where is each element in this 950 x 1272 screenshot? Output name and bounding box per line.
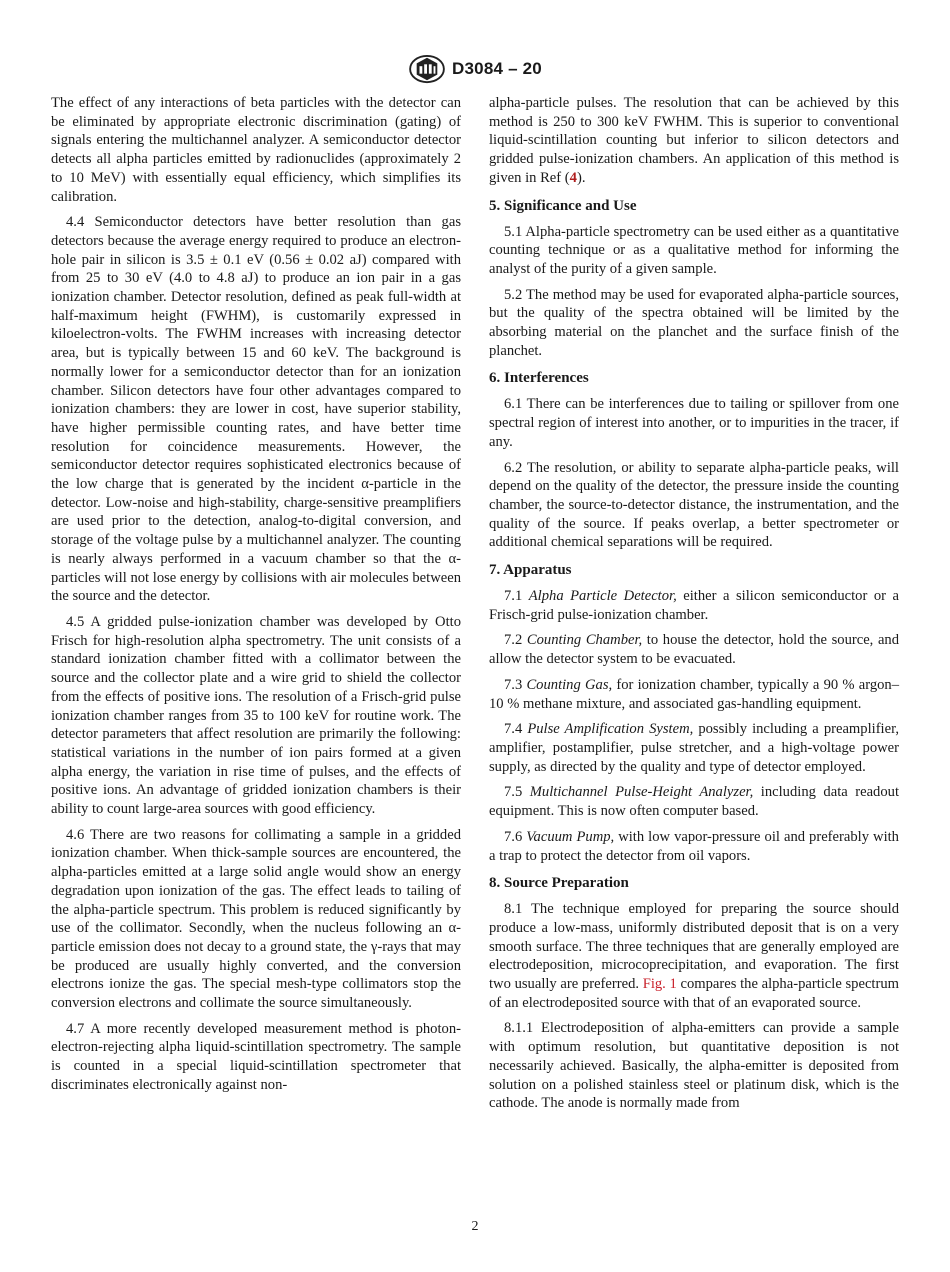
paragraph-4-7-continued	[489, 94, 899, 188]
paragraph-8-1	[489, 900, 899, 1012]
reference-link[interactable]: 4	[569, 169, 577, 186]
clause-text: for ionization chamber, typically a 90 % argon–10 % methane mixture, and associated gas-handling equipment.	[489, 676, 900, 712]
section-heading-6: 6. Interferences	[489, 370, 589, 387]
paragraph-intro: The effect of any interactions of beta particles with the detector can be eliminated by appropriate electronic discrimination (gating) of signals entering the multichannel analyzer. A semiconductor detector detects all alpha particles emitted by radionuclides (approximately 2 to 10 MeV) with essentially equal efficiency, which simplifies its calibration.	[51, 95, 461, 205]
paragraph-7-4	[489, 720, 899, 776]
paragraph-text: 8.1 The technique employed for preparing the source should produce a low-mass, uniformly distributed deposit that is on a very smooth surface. The three techniques that are generally employed are electrodeposition, microcoprecipitation, and evaporation. The first two usually are preferred.	[489, 901, 899, 993]
right-column	[489, 94, 899, 1120]
clause-term: Counting Gas,	[526, 676, 613, 693]
clause-text: to house the detector, hold the source, and allow the detector system to be evacuated.	[489, 632, 900, 668]
clause-term: Multichannel Pulse-Height Analyzer,	[529, 784, 754, 801]
clause-number: 7.5	[504, 784, 530, 801]
page-header	[0, 52, 950, 86]
clause-term: Vacuum Pump,	[526, 828, 615, 845]
clause-number: 7.2	[504, 632, 527, 649]
clause-text: with low vapor-pressure oil and preferably with a trap to protect the detector from oil vapors.	[489, 828, 899, 864]
paragraph-5-2: 5.2 The method may be used for evaporated alpha-particle sources, but the quality of the spectra obtained will be limited by the absorbing material on the planchet and the surface finish of the planchet.	[489, 286, 899, 359]
paragraph-6-1: 6.1 There can be interferences due to tailing or spillover from one spectral region of interest into another, or to impurities in the tracer, if any.	[489, 396, 899, 450]
paragraph-text: alpha-particle pulses. The resolution that can be achieved by this method is 250 to 300 keV FWHM. This is superior to conventional liquid-scintillation counting but inferior to silicon detectors and gridded pulse-ionization chambers. An application of this method is given in Ref (	[489, 95, 899, 186]
paragraph-6-2: 6.2 The resolution, or ability to separate alpha-particle peaks, will depend on the quality of the detector, the pressure inside the counting chamber, the source-to-detector distance, the instrumentation, and the quality of the source. If peaks overlap, a better spectrometer or additional chemical separations will be required.	[489, 459, 899, 551]
clause-term: Counting Chamber,	[526, 632, 643, 649]
clause-text: possibly including a preamplifier, amplifier, postamplifier, pulse stretcher, and a high-voltage power supply, as directed by the quality and type of detector employed.	[489, 721, 900, 775]
paragraph-text: ).	[576, 169, 586, 186]
paragraph-4-7: 4.7 A more recently developed measurement method is photon-electron-rejecting alpha liquid-scintillation spectrometry. The sample is counted in a special liquid-scintillation spectrometer that discriminates electronically against non-	[51, 1020, 461, 1093]
paragraph-7-6	[489, 828, 899, 865]
paragraph-5-1: 5.1 Alpha-particle spectrometry can be used either as a quantitative counting technique or as a qualitative method for informing the analyst of the purity of a given sample.	[489, 223, 899, 277]
clause-number: 7.4	[504, 721, 528, 738]
section-heading-8: 8. Source Preparation	[489, 875, 629, 892]
section-heading-5: 5. Significance and Use	[489, 197, 637, 214]
paragraph-7-5	[489, 783, 899, 820]
paragraph-text: compares the alpha-particle spectrum of an electrodeposited source with that of an evaporated source.	[489, 976, 899, 1011]
section-heading-7: 7. Apparatus	[489, 562, 572, 579]
paragraph-8-1-1: 8.1.1 Electrodeposition of alpha-emitters can provide a sample with optimum resolution, but quantitative deposition is not necessarily achieved. Basically, the alpha-emitter is deposited from solution on a polished stainless steel or platinum disk, which is the cathode. The anode is normally made from	[489, 1020, 899, 1112]
clause-number: 7.3	[504, 676, 527, 693]
page-number: 2	[471, 1219, 479, 1234]
clause-term: Alpha Particle Detector,	[528, 588, 677, 605]
paragraph-7-1	[489, 587, 899, 624]
clause-text: either a silicon semiconductor or a Frisch-grid pulse-ionization chamber.	[489, 588, 899, 623]
clause-number: 7.1	[504, 588, 529, 605]
left-column	[51, 94, 461, 1102]
paragraph-7-3	[489, 676, 899, 713]
clause-number: 7.6	[504, 828, 527, 845]
astm-logo-icon	[408, 54, 446, 84]
clause-term: Pulse Amplification System,	[527, 721, 694, 738]
paragraph-4-6: 4.6 There are two reasons for collimating a sample in a gridded ionization chamber. When thick-sample sources are encountered, the alpha-particles emitted at a large solid angle would show an energy degradation upon ionization of the gas. The effect leads to tailing of the alpha-particle spectrum. This problem is reduced significantly by use of the collimator. Secondly, when the nucleus following an α-particle emission does not decay to a ground state, the γ-rays that may be produced are usually highly converted, and the conversion electrons ionize the gas. The special mesh-type collimators stop the conversion electrons and collimate the source simultaneously.	[51, 826, 461, 1012]
figure-link[interactable]: Fig. 1	[642, 976, 677, 993]
paragraph-7-2	[489, 631, 899, 668]
clause-text: including data readout equipment. This is now often computer based.	[489, 784, 900, 820]
document-id: D3084 – 20	[452, 59, 542, 78]
paragraph-4-5: 4.5 A gridded pulse-ionization chamber was developed by Otto Frisch for high-resolution alpha spectrometry. The unit consists of a standard ionization chamber fitted with a collimator between the source and the collector plate and a wire grid to shield the collector from the effects of positive ions. The resolution of a Frisch-grid pulse ionization chamber ranges from 35 to 100 keV for routine work. The detector parameters that affect resolution are primarily the following: statistical variations in the number of ion pairs formed at a given alpha energy, the variation in rise time of pulses, and the effects of positive ions. An advantage of gridded ionization chambers is their ability to count large-area sources with good efficiency.	[51, 613, 461, 818]
paragraph-4-4: 4.4 Semiconductor detectors have better resolution than gas detectors because the average energy required to produce an electron-hole pair in silicon is 3.5 ± 0.1 eV (0.56 ± 0.02 aJ) compared with from 25 to 30 eV (4.0 to 4.8 aJ) to produce an ion pair in a gas ionization chamber. Detector resolution, defined as peak full-width at half-maximum height (FWHM), is customarily expressed in kiloelectron-volts. The FWHM increases with increasing detector area, but is typically between 15 and 60 keV. The background is normally lower for a semiconductor detector than for an ionization chamber. Silicon detectors have four other advantages compared to ionization chambers: they are lower in cost, have superior stability, have higher permissible counting rates, and have better time resolution for coincidence measurements. However, the semiconductor detector requires sophisticated electronics because of the low charge that is generated by the incident α-particle in the detector. Low-noise and high-stability, charge-sensitive preamplifiers are used prior to the detection, analog-to-digital conversion, and storage of the voltage pulse by a multichannel analyzer. The counting is nearly always performed in a vacuum chamber so that the α-particles will not lose energy by collisions with air molecules between the source and the detector.	[51, 214, 461, 605]
